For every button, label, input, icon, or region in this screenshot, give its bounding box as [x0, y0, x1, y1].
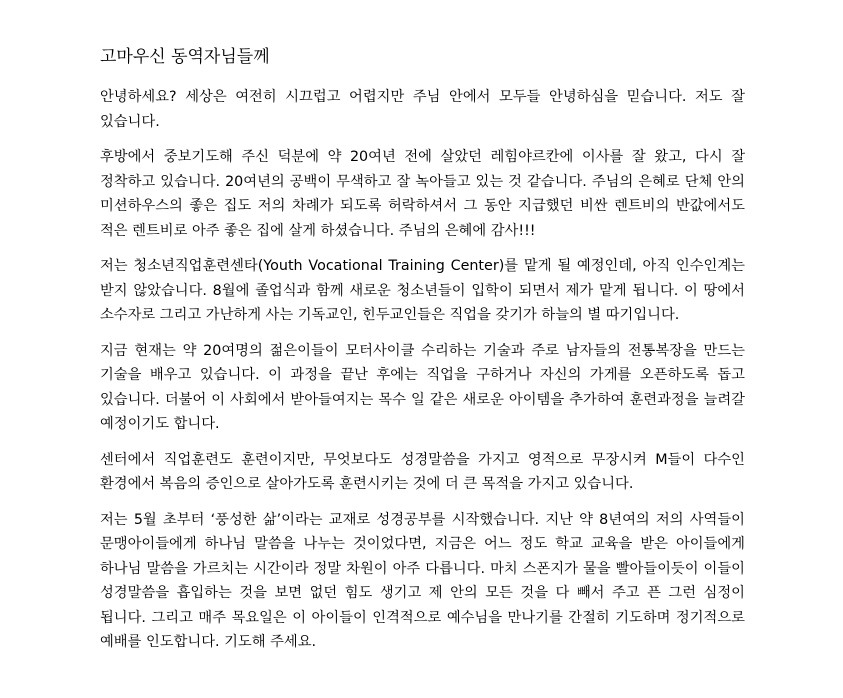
letter-title: 고마우신 동역자님들께 — [100, 47, 270, 67]
paragraph-greeting: 안녕하세요? 세상은 여전히 시끄럽고 어렵지만 주님 안에서 모두들 안녕하심을 믿습니다. 저도 잘 있습니다. — [100, 89, 745, 130]
paragraph-current-training: 지금 현재는 약 20여명의 젊은이들이 모터사이클 수리하는 기술과 주로 남자들의 전통복장을 만드는 기술을 배우고 있습니다. 이 과정을 끝난 후에는 직업을 구하거나 자신의 가게를 오픈하도록 돕고 있습니다. 더불어 이 사회에서 받아들여지는 목수 일 같은 새로운 아이템을 추가하여 훈련과정을 늘려갈 예정이기도 합니다. — [100, 342, 745, 432]
paragraph-relocation: 후방에서 중보기도해 주신 덕분에 약 20여년 전에 살았던 레힘야르칸에 이사를 잘 왔고, 다시 잘 정착하고 있습니다. 20여년의 공백이 무색하고 잘 녹아들고 있는 것 같습니다. 주님의 은혜로 단체 안의 미션하우스의 좋은 집도 저의 차례가 되도록 허락하셔서 그 동안 지급했던 비싼 렌트비의 반값에서도 적은 렌트비로 아주 좋은 집에 살게 하셨습니다. 주님의 은혜에 감사!!! — [100, 149, 745, 239]
paragraph-training-center: 저는 청소년직업훈련센타(Youth Vocational Training Center)를 맡게 될 예정인데, 아직 인수인계는 받지 않았습니다. 8월에 졸업식과 함께 새로운 청소년들이 입학이 되면서 제가 맡게 됩니다. 이 땅에서 소수자로 그리고 가난하게 사는 기독교인, 힌두교인들은 직업을 갖기가 하늘의 별 따기입니다. — [100, 258, 745, 323]
paragraph-bible-study: 저는 5월 초부터 ‘풍성한 삶’이라는 교재로 성경공부를 시작했습니다. 지난 약 8년여의 저의 사역들이 문맹아이들에게 하나님 말씀을 나누는 것이었다면, 지금은 어느 정도 학교 교육을 받은 아이들에게 하나님 말씀을 가르치는 시간이라 정말 차원이 아주 다릅니다. 마치 스폰지가 물을 빨아들이듯이 이들이 성경말씀을 흡입하는 것을 보면 없던 힘도 생기고 제 안의 모든 것을 다 빼서 주고 픈 그런 심정이 됩니다. 그리고 매주 목요일은 이 아이들이 인격적으로 예수님을 만나기를 간절히 기도하며 정기적으로 예배를 인도합니다. 기도해 주세요. — [100, 511, 745, 650]
paragraph-center-purpose: 센터에서 직업훈련도 훈련이지만, 무엇보다도 성경말씀을 가지고 영적으로 무장시켜 M들이 다수인 환경에서 복음의 증인으로 살아가도록 훈련시키는 것에 더 큰 목적을 가지고 있습니다. — [100, 451, 745, 492]
letter-page — [100, 44, 745, 666]
